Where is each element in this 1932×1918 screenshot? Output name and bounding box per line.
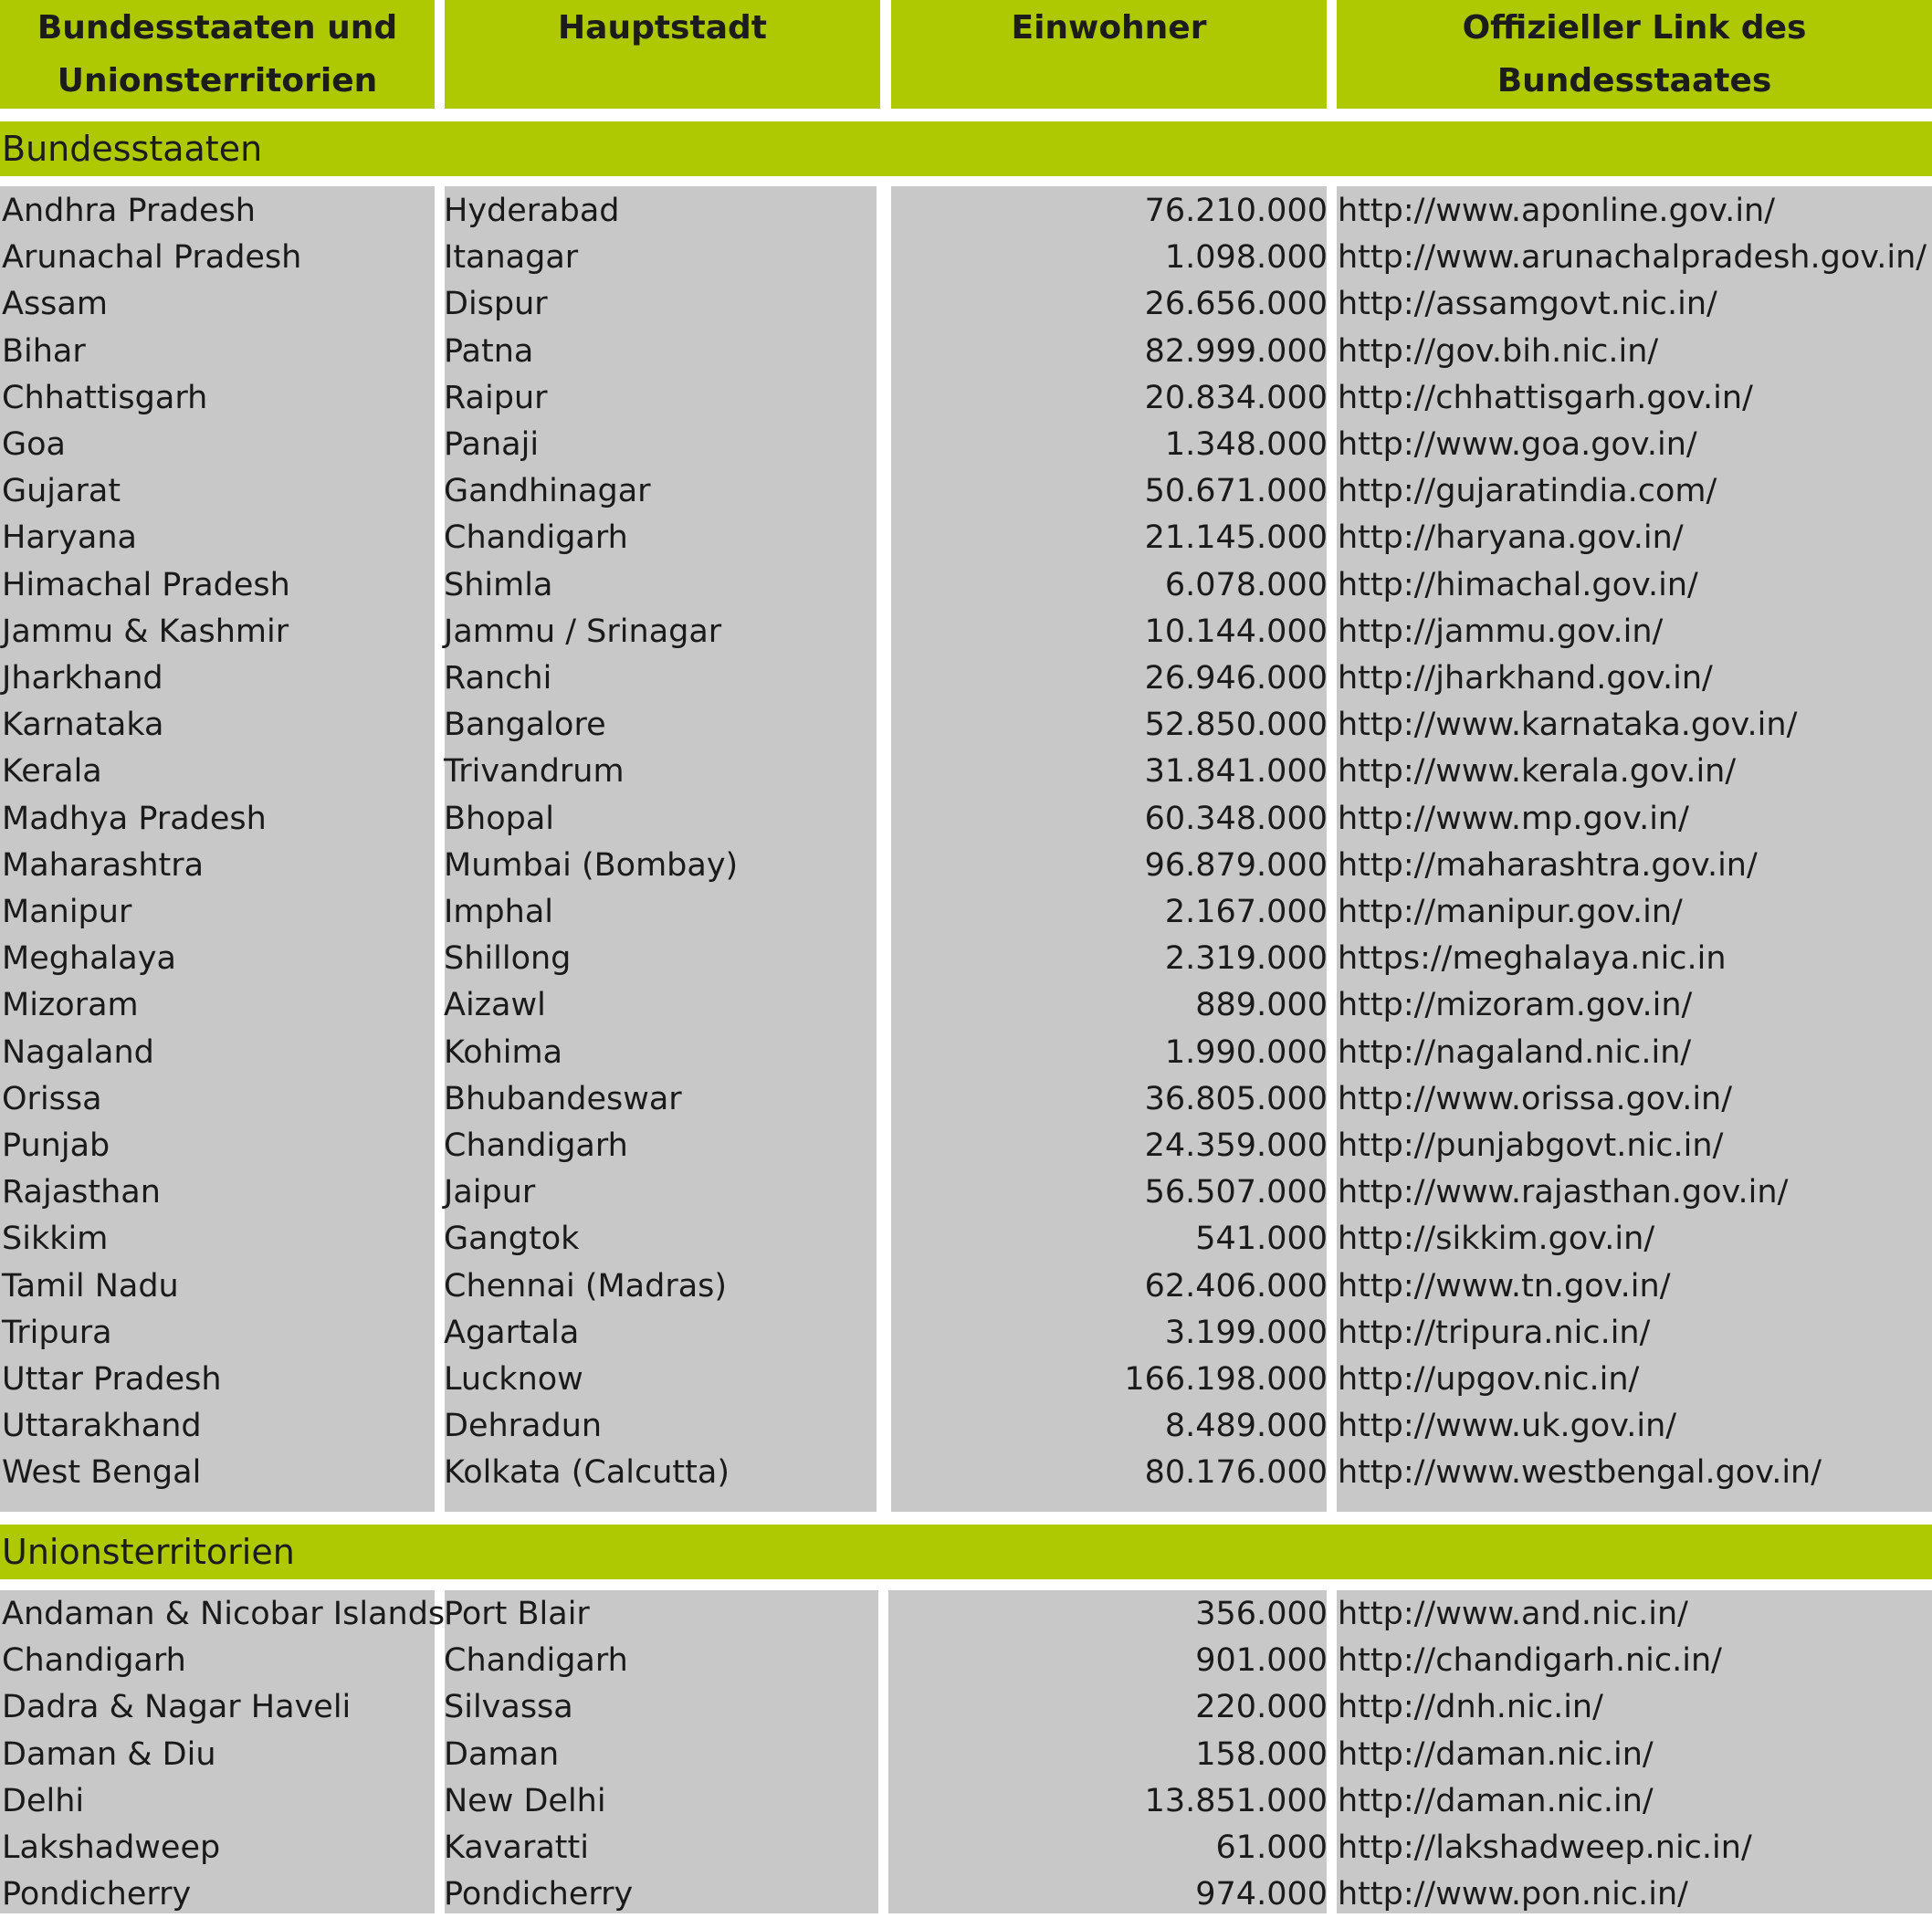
population-cell: 901.000 [1195,1642,1328,1680]
official-link[interactable]: http://daman.nic.in/ [1338,1782,1654,1819]
table-row [0,982,1932,1029]
region-name-cell: Uttarakhand [2,1408,202,1445]
region-name-cell: Karnataka [2,707,164,744]
table-row [0,796,1932,843]
official-link[interactable]: http://www.tn.gov.in/ [1338,1267,1671,1305]
header-col1-line2: Unionsterritorien [57,62,378,100]
table-row [0,1450,1932,1496]
region-name-cell: Tamil Nadu [2,1267,179,1305]
official-link[interactable]: http://tripura.nic.in/ [1338,1314,1651,1351]
population-cell: 1.098.000 [1164,239,1328,277]
population-cell: 20.834.000 [1144,379,1328,416]
header-official-link [1337,0,1932,109]
table-row [0,329,1932,375]
capital-cell: New Delhi [444,1782,606,1819]
population-cell: 52.850.000 [1144,707,1328,744]
region-name-cell: Pondicherry [2,1876,192,1913]
population-cell: 166.198.000 [1124,1361,1328,1398]
section-territories-band [0,1525,1932,1579]
region-name-cell: Tripura [2,1314,112,1351]
capital-cell: Ranchi [444,660,552,697]
table-row [0,1030,1932,1076]
region-name-cell: West Bengal [2,1454,202,1492]
region-name-cell: Jharkhand [2,660,163,697]
population-cell: 21.145.000 [1144,519,1328,557]
region-name-cell: Mizoram [2,987,139,1024]
table-row [0,1403,1932,1450]
table-row [0,1778,1932,1825]
capital-cell: Chandigarh [444,1127,628,1164]
region-name-cell: Jammu & Kashmir [2,613,289,650]
population-cell: 80.176.000 [1144,1454,1328,1492]
official-link[interactable]: http://nagaland.nic.in/ [1338,1033,1692,1071]
region-name-cell: Haryana [2,519,137,557]
region-name-cell: Uttar Pradesh [2,1361,222,1398]
header-col4-line2: Bundesstaates [1496,62,1772,100]
capital-cell: Agartala [444,1314,580,1351]
table-row [0,515,1932,561]
population-cell: 2.319.000 [1164,940,1328,978]
official-link[interactable]: http://maharashtra.gov.in/ [1338,846,1758,884]
capital-cell: Raipur [444,379,548,416]
region-name-cell: Arunachal Pradesh [2,239,302,277]
table-row [0,562,1932,609]
capital-cell: Panaji [444,426,540,463]
region-name-cell: Madhya Pradesh [2,800,267,837]
population-cell: 541.000 [1195,1221,1328,1258]
capital-cell: Port Blair [444,1596,590,1632]
population-cell: 1.348.000 [1164,426,1328,463]
official-link[interactable]: http://daman.nic.in/ [1338,1735,1654,1773]
population-cell: 31.841.000 [1144,753,1328,791]
official-link[interactable]: http://upgov.nic.in/ [1338,1361,1640,1398]
capital-cell: Kavaratti [444,1829,589,1866]
capital-cell: Daman [444,1735,560,1773]
capital-cell: Patna [444,332,534,370]
official-link[interactable]: http://chhattisgarh.gov.in/ [1338,379,1753,416]
official-link[interactable]: http://mizoram.gov.in/ [1338,987,1693,1024]
header-population [891,0,1327,109]
official-link[interactable]: http://haryana.gov.in/ [1338,519,1684,557]
capital-cell: Itanagar [444,239,579,277]
region-name-cell: Chandigarh [2,1642,186,1680]
official-link[interactable]: http://lakshadweep.nic.in/ [1338,1829,1752,1866]
population-cell: 62.406.000 [1144,1267,1328,1305]
table-row [0,1638,1932,1684]
population-cell: 96.879.000 [1144,846,1328,884]
region-name-cell: Delhi [2,1782,85,1819]
region-name-cell: Meghalaya [2,940,176,978]
header-capital [445,0,880,109]
section-states-band [0,121,1932,176]
region-name-cell: Nagaland [2,1033,154,1071]
region-name-cell: Bihar [2,332,86,370]
population-cell: 56.507.000 [1144,1174,1328,1211]
official-link[interactable]: http://himachal.gov.in/ [1338,566,1698,603]
official-link[interactable]: http://jammu.gov.in/ [1338,613,1664,650]
region-name-cell: Gujarat [2,473,121,510]
region-name-cell: Andaman & Nicobar Islands [2,1596,446,1632]
region-name-cell: Lakshadweep [2,1829,221,1866]
header-states-territories [0,0,435,109]
population-cell: 8.489.000 [1164,1408,1328,1445]
official-link[interactable]: http://assamgovt.nic.in/ [1338,286,1717,323]
population-cell: 6.078.000 [1164,566,1328,603]
population-cell: 1.990.000 [1164,1033,1328,1071]
population-cell: 13.851.000 [1144,1782,1328,1819]
capital-cell: Lucknow [444,1361,583,1398]
table-row [0,749,1932,795]
official-link[interactable]: http://www.uk.gov.in/ [1338,1408,1677,1445]
official-link[interactable]: http://gov.bih.nic.in/ [1338,332,1659,370]
table-row [0,1871,1932,1918]
capital-cell: Chandigarh [444,519,628,557]
population-cell: 82.999.000 [1144,332,1328,370]
population-cell: 76.210.000 [1144,193,1328,229]
capital-cell: Imphal [444,894,553,930]
official-link[interactable]: http://manipur.gov.in/ [1338,894,1683,930]
region-name-cell: Himachal Pradesh [2,566,290,603]
region-name-cell: Maharashtra [2,846,205,884]
table-row [0,1263,1932,1310]
table-row [0,188,1932,235]
capital-cell: Shimla [444,566,553,603]
official-link[interactable]: http://www.karnataka.gov.in/ [1338,707,1798,744]
region-name-cell: Daman & Diu [2,1735,216,1773]
table-row [0,375,1932,422]
region-name-cell: Orissa [2,1080,102,1117]
official-link[interactable]: http://www.orissa.gov.in/ [1338,1080,1733,1117]
capital-cell: Bhubandeswar [444,1080,682,1117]
region-name-cell: Goa [2,426,66,463]
capital-cell: Kohima [444,1033,563,1071]
capital-cell: Shillong [444,940,572,978]
region-name-cell: Punjab [2,1127,110,1164]
table-row [0,468,1932,515]
table-row [0,936,1932,982]
table-row [0,1357,1932,1403]
capital-cell: Pondicherry [444,1876,634,1913]
capital-cell: Mumbai (Bombay) [444,846,739,884]
official-link[interactable]: http://gujaratindia.com/ [1338,473,1717,510]
official-link[interactable]: http://punjabgovt.nic.in/ [1338,1127,1724,1164]
official-link[interactable]: http://www.arunachalpradesh.gov.in/ [1338,239,1927,277]
capital-cell: Bhopal [444,800,554,837]
population-cell: 10.144.000 [1144,613,1328,650]
header-col4-line1: Offizieller Link des [1462,9,1807,47]
official-link[interactable]: http://www.rajasthan.gov.in/ [1338,1174,1789,1211]
header-col2: Hauptstadt [558,9,767,47]
region-name-cell: Chhattisgarh [2,379,208,416]
population-cell: 60.348.000 [1144,800,1328,837]
capital-cell: Kolkata (Calcutta) [444,1454,730,1492]
capital-cell: Aizawl [444,987,546,1024]
table-row [0,609,1932,655]
region-name-cell: Manipur [2,894,132,930]
official-link[interactable]: https://meghalaya.nic.in [1338,940,1727,978]
region-name-cell: Dadra & Nagar Haveli [2,1689,352,1726]
official-link[interactable]: http://jharkhand.gov.in/ [1338,660,1713,697]
official-link[interactable]: http://sikkim.gov.in/ [1338,1221,1655,1258]
population-cell: 50.671.000 [1144,473,1328,510]
capital-cell: Dehradun [444,1408,603,1445]
table-row [0,1076,1932,1123]
header-col3: Einwohner [1011,9,1207,47]
population-cell: 158.000 [1195,1735,1328,1773]
capital-cell: Silvassa [444,1689,573,1726]
capital-cell: Jaipur [444,1174,536,1211]
capital-cell: Trivandrum [444,753,625,791]
capital-cell: Dispur [444,286,548,323]
capital-cell: Jammu / Srinagar [444,613,722,650]
population-cell: 2.167.000 [1164,894,1328,930]
table-row [0,281,1932,328]
capital-cell: Bangalore [444,707,606,744]
table-row [0,1825,1932,1871]
region-name-cell: Andhra Pradesh [2,193,256,229]
header-col1-line1: Bundesstaaten und [37,9,398,47]
official-link[interactable]: http://www.kerala.gov.in/ [1338,753,1737,791]
region-name-cell: Rajasthan [2,1174,161,1211]
section-states-label: Bundesstaaten [2,129,263,169]
official-link[interactable]: http://www.goa.gov.in/ [1338,426,1697,463]
population-cell: 220.000 [1195,1689,1328,1726]
region-name-cell: Sikkim [2,1221,109,1258]
official-link[interactable]: http://www.pon.nic.in/ [1338,1876,1688,1913]
population-cell: 974.000 [1195,1876,1328,1913]
capital-cell: Chennai (Madras) [444,1267,728,1305]
table-row [0,702,1932,749]
table-row [0,1684,1932,1731]
population-cell: 24.359.000 [1144,1127,1328,1164]
table-row [0,889,1932,936]
table-row [0,1169,1932,1216]
population-cell: 356.000 [1195,1596,1328,1632]
official-link[interactable]: http://dnh.nic.in/ [1338,1689,1603,1726]
section-territories-label: Unionsterritorien [2,1532,295,1572]
capital-cell: Chandigarh [444,1642,628,1680]
official-link[interactable]: http://www.and.nic.in/ [1338,1596,1688,1632]
table-row [0,1123,1932,1169]
capital-cell: Gandhinagar [444,473,651,510]
table-row [0,843,1932,889]
table-row [0,655,1932,702]
official-link[interactable]: http://chandigarh.nic.in/ [1338,1642,1722,1680]
table-row [0,1310,1932,1357]
population-cell: 889.000 [1195,987,1328,1024]
official-link[interactable]: http://www.mp.gov.in/ [1338,800,1689,837]
capital-cell: Hyderabad [444,193,620,229]
capital-cell: Gangtok [444,1221,580,1258]
population-cell: 36.805.000 [1144,1080,1328,1117]
table-row [0,1591,1932,1638]
population-cell: 26.656.000 [1144,286,1328,323]
table-row [0,235,1932,281]
population-cell: 61.000 [1215,1829,1328,1866]
population-cell: 3.199.000 [1164,1314,1328,1351]
region-name-cell: Assam [2,286,108,323]
region-name-cell: Kerala [2,753,102,791]
official-link[interactable]: http://www.aponline.gov.in/ [1338,193,1776,229]
official-link[interactable]: http://www.westbengal.gov.in/ [1338,1454,1822,1492]
table-row [0,1732,1932,1778]
table-row [0,1216,1932,1263]
population-cell: 26.946.000 [1144,660,1328,697]
table-row [0,422,1932,468]
